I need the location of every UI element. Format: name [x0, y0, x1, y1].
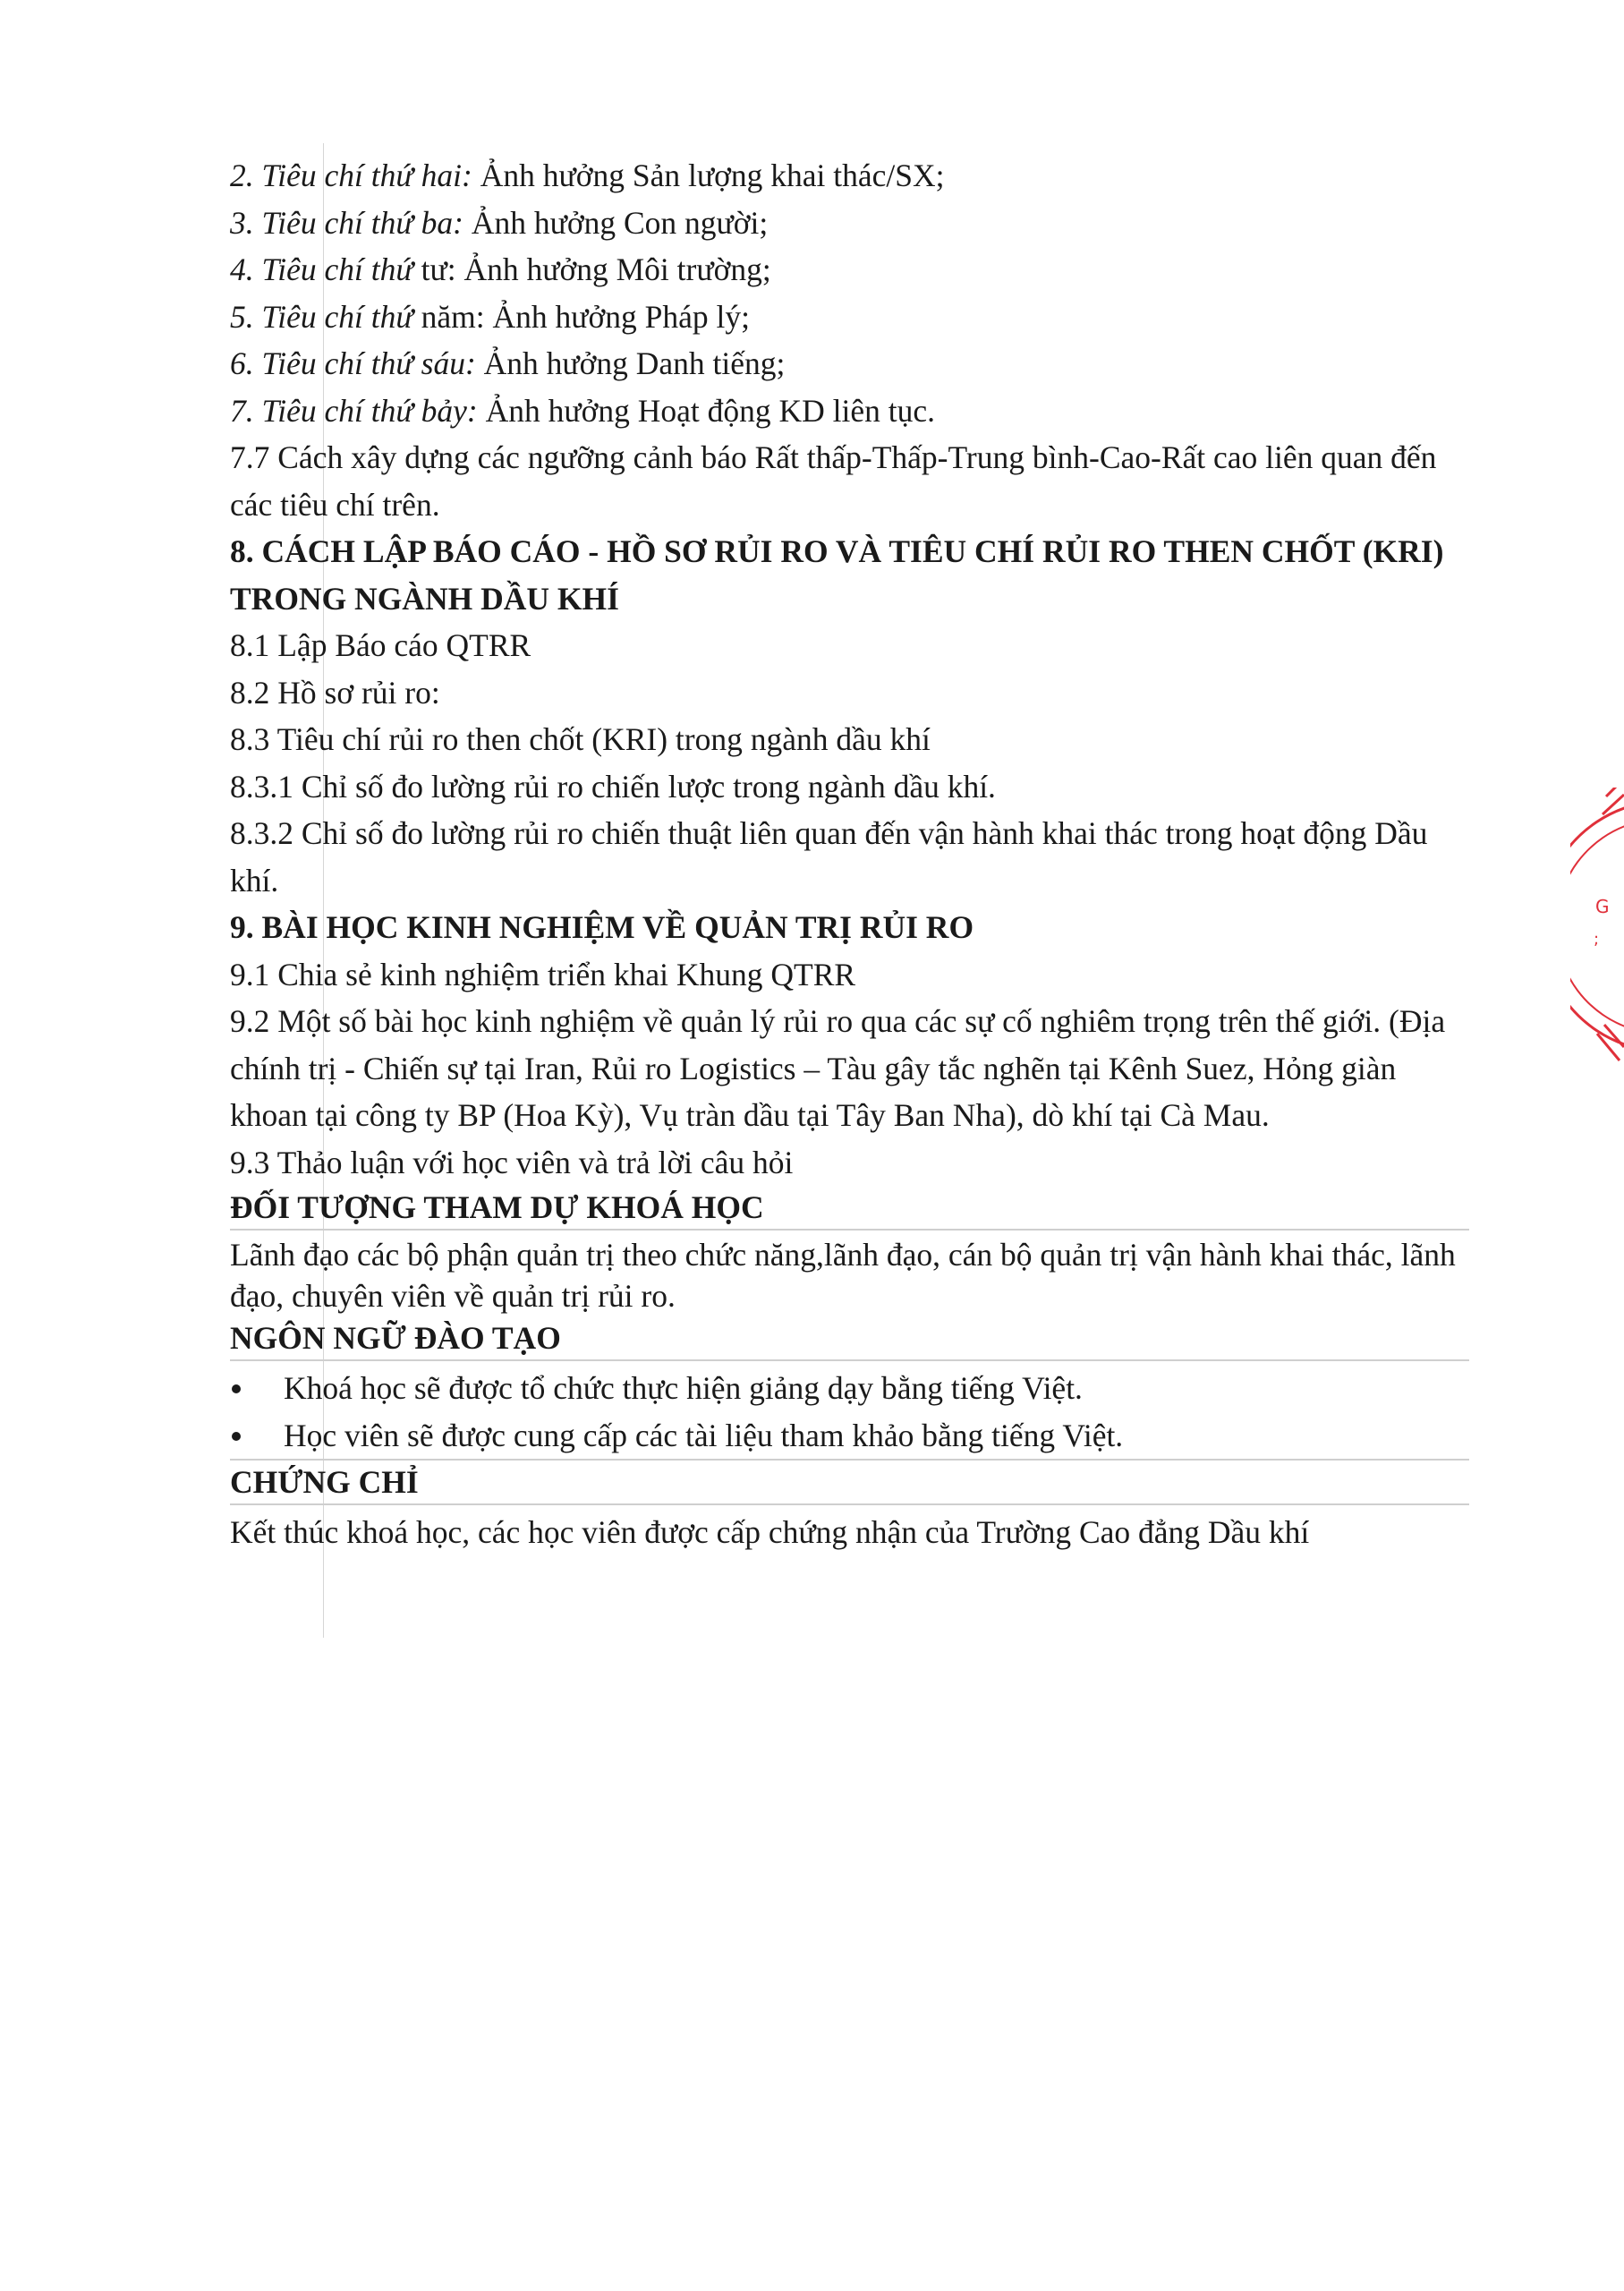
criterion-item	[230, 200, 1469, 247]
document-content	[230, 152, 1469, 1556]
section-9-item: 9.2 Một số bài học kinh nghiệm về quản lý rủi ro qua các sự cố nghiêm trọng trên thế giới. (Địa chính trị - Chiến sự tại Iran, Rủi ro Logistics – Tàu gây tắc nghẽn tại Kênh Suez, Hỏng giàn khoan tại công ty BP (Hoa Kỳ), Vụ tràn dầu tại Tây Ban Nha), dò khí tại Cà Mau.	[230, 1003, 1446, 1133]
criterion-text: Ảnh hưởng Con người;	[463, 204, 769, 241]
criterion-item	[230, 388, 1469, 435]
participants-text: Lãnh đạo các bộ phận quản trị theo chức năng,lãnh đạo, cán bộ quản trị vận hành khai thác, lãnh đạo, chuyên viên về quản trị rủi ro.	[230, 1237, 1456, 1314]
stamp-icon	[1570, 788, 1624, 1065]
bullet-icon	[232, 1384, 241, 1393]
list-item	[230, 1365, 1469, 1412]
section-8-item: 8.1 Lập Báo cáo QTRR	[230, 627, 531, 663]
section-8-item: 8.3.1 Chỉ số đo lường rủi ro chiến lược trong ngành dầu khí.	[230, 768, 996, 805]
section-9-item: 9.1 Chia sẻ kinh nghiệm triển khai Khung QTRR	[230, 956, 856, 992]
criterion-label: 6. Tiêu chí thứ sáu:	[230, 345, 476, 381]
criterion-item	[230, 246, 1469, 294]
section-8-item: 8.3 Tiêu chí rủi ro then chốt (KRI) trong ngành dầu khí	[230, 721, 931, 757]
bullet-icon	[232, 1432, 241, 1441]
criterion-label: 2. Tiêu chí thứ hai:	[230, 158, 472, 193]
certificate-text: Kết thúc khoá học, các học viên được cấp chứng nhận của Trường Cao đẳng Dầu khí	[230, 1514, 1310, 1550]
section-8-item: 8.3.2 Chỉ số đo lường rủi ro chiến thuật liên quan đến vận hành khai thác trong hoạt động Dầu khí.	[230, 815, 1428, 899]
language-title: NGÔN NGỮ ĐÀO TẠO	[230, 1316, 1469, 1361]
criterion-text: Ảnh hưởng Danh tiếng;	[475, 345, 786, 381]
red-stamp-fragment	[1570, 788, 1624, 1065]
criterion-label: 7. Tiêu chí thứ bảy:	[230, 392, 478, 429]
criterion-text: Ảnh hưởng Pháp lý;	[484, 298, 750, 335]
item-7-7: 7.7 Cách xây dựng các ngưỡng cảnh báo Rất thấp-Thấp-Trung bình-Cao-Rất cao liên quan đến các tiêu chí trên.	[230, 439, 1437, 523]
language-bullet-text: Khoá học sẽ được tổ chức thực hiện giảng dạy bằng tiếng Việt.	[284, 1370, 1083, 1406]
svg-text:G: G	[1595, 896, 1610, 917]
section-8-heading: 8. CÁCH LẬP BÁO CÁO - HỒ SƠ RỦI RO VÀ TIÊU CHÍ RỦI RO THEN CHỐT (KRI) TRONG NGÀNH DẦU KHÍ	[230, 533, 1444, 617]
criterion-text: Ảnh hưởng Sản lượng khai thác/SX;	[472, 158, 945, 193]
criterion-item	[230, 152, 1469, 200]
participants-title: ĐỐI TƯỢNG THAM DỰ KHOÁ HỌC	[230, 1186, 1469, 1231]
criterion-label-plain: tư:	[412, 251, 456, 287]
criterion-label: 4. Tiêu chí thứ	[230, 251, 413, 287]
svg-text:;: ;	[1594, 930, 1600, 949]
list-item	[230, 1412, 1469, 1460]
criterion-item	[230, 340, 1469, 388]
criteria-list	[230, 152, 1469, 434]
certificate-title: CHỨNG CHỈ	[230, 1461, 1469, 1505]
section-9-item: 9.3 Thảo luận với học viên và trả lời câu hỏi	[230, 1144, 794, 1180]
criterion-text: Ảnh hưởng Môi trường;	[455, 251, 771, 287]
criterion-item	[230, 294, 1469, 341]
section-8-item: 8.2 Hồ sơ rủi ro:	[230, 674, 440, 711]
criterion-label-plain: năm:	[412, 298, 485, 335]
section-9-heading: 9. BÀI HỌC KINH NGHIỆM VỀ QUẢN TRỊ RỦI RO	[230, 909, 974, 945]
language-bullet-list	[230, 1365, 1469, 1461]
criterion-label: 3. Tiêu chí thứ ba:	[230, 204, 463, 241]
criterion-text: Ảnh hưởng Hoạt động KD liên tục.	[477, 392, 935, 429]
language-bullet-text: Học viên sẽ được cung cấp các tài liệu tham khảo bằng tiếng Việt.	[284, 1417, 1124, 1453]
criterion-label: 5. Tiêu chí thứ	[230, 298, 413, 335]
